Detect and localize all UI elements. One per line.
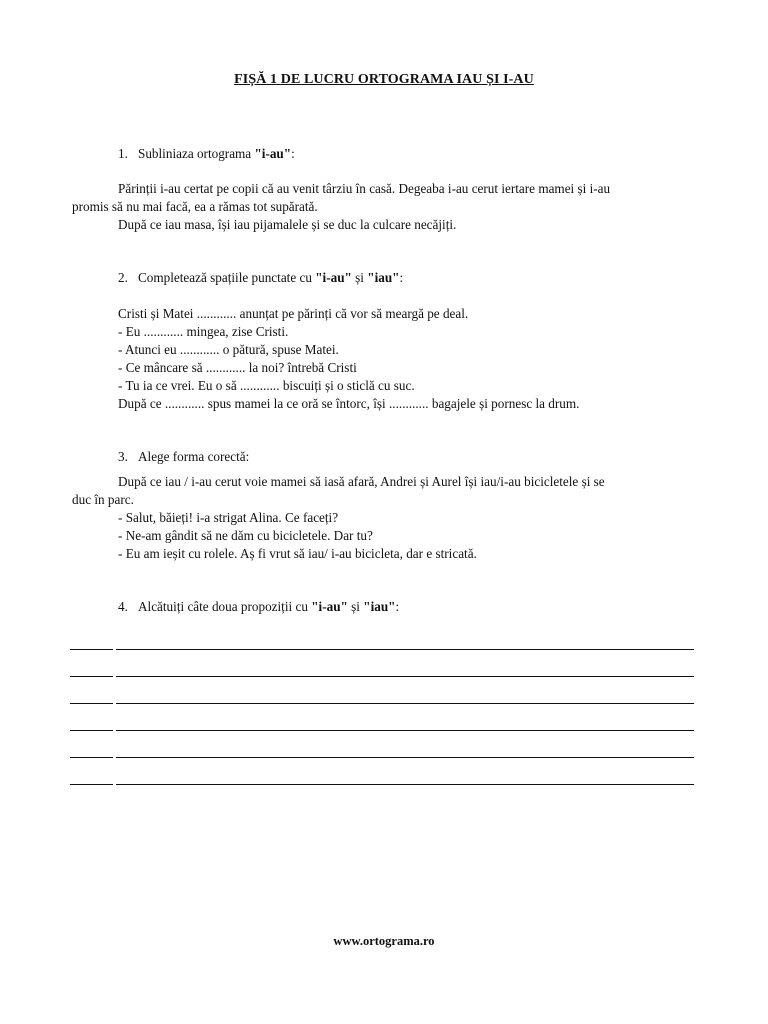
exercise-3-text [72, 473, 704, 563]
answer-line[interactable] [70, 757, 694, 758]
answer-line[interactable] [70, 676, 694, 677]
prompt-text: : [399, 270, 404, 285]
exercise-4-heading [118, 598, 399, 616]
prompt-text: : [395, 599, 400, 614]
prompt-text: Completează spațiile punctate cu [138, 270, 316, 285]
prompt-text: Alege forma corectă: [138, 449, 250, 464]
text-line: - Eu am ieșit cu rolele. Aș fi vrut să iau/ i-au bicicleta, dar e stricată. [118, 546, 477, 561]
text-line: Cristi și Matei ............ anunțat pe părinți că vor să meargă pe deal. [118, 306, 469, 321]
text-line: promis să nu mai facă, ea a rămas tot supărată. [72, 199, 318, 214]
worksheet-title: FIȘĂ 1 DE LUCRU ORTOGRAMA IAU ȘI I-AU [234, 72, 534, 87]
text-line: - Eu ............ mingea, zise Cristi. [118, 324, 289, 339]
text-line: - Tu ia ce vrei. Eu o să ............ biscuiți și o sticlă cu suc. [118, 378, 415, 393]
prompt-text: și [351, 270, 368, 285]
text-line: - Atunci eu ............ o pătură, spuse Matei. [118, 342, 339, 357]
prompt-keyword: "i-au" [315, 270, 352, 285]
prompt-keyword: "iau" [363, 599, 396, 614]
answer-line[interactable] [70, 730, 694, 731]
text-line: După ce ............ spus mamei la ce oră se întorc, își ............ bagajele și pornesc la drum. [118, 396, 580, 411]
footer-website: www.ortograma.ro [333, 934, 435, 948]
exercise-2-heading [118, 269, 403, 287]
prompt-keyword: "i-au" [254, 146, 292, 161]
exercise-number: 3. [118, 449, 128, 464]
prompt-keyword: "i-au" [311, 599, 348, 614]
answer-line[interactable] [70, 703, 694, 704]
text-line: După ce iau / i-au cerut voie mamei să iasă afară, Andrei și Aurel își iau/i-au bicicletele și se [118, 474, 605, 489]
text-line: - Ne-am gândit să ne dăm cu bicicletele. Dar tu? [118, 528, 373, 543]
prompt-text: Subliniaza ortograma [138, 146, 255, 161]
exercise-2-text [72, 305, 704, 413]
exercise-number: 4. [118, 599, 128, 614]
exercise-number: 2. [118, 270, 128, 285]
exercise-1-heading [118, 145, 295, 163]
text-line: duc în parc. [72, 492, 134, 507]
exercise-3-heading [118, 448, 249, 466]
text-line: - Ce mâncare să ............ la noi? întrebă Cristi [118, 360, 357, 375]
exercise-number: 1. [118, 146, 128, 161]
text-line: - Salut, băieți! i-a strigat Alina. Ce faceți? [118, 510, 339, 525]
answer-line[interactable] [70, 649, 694, 650]
prompt-keyword: "iau" [367, 270, 400, 285]
exercise-1-text [72, 180, 704, 234]
text-line: Părinții i-au certat pe copii că au venit târziu în casă. Degeaba i-au cerut iertare mamei și i-au [118, 181, 611, 196]
text-line: După ce iau masa, își iau pijamalele și se duc la culcare necăjiți. [118, 217, 457, 232]
prompt-text: și [347, 599, 364, 614]
prompt-text: : [291, 146, 295, 161]
prompt-text: Alcătuiți câte doua propoziții cu [138, 599, 312, 614]
answer-line[interactable] [70, 784, 694, 785]
